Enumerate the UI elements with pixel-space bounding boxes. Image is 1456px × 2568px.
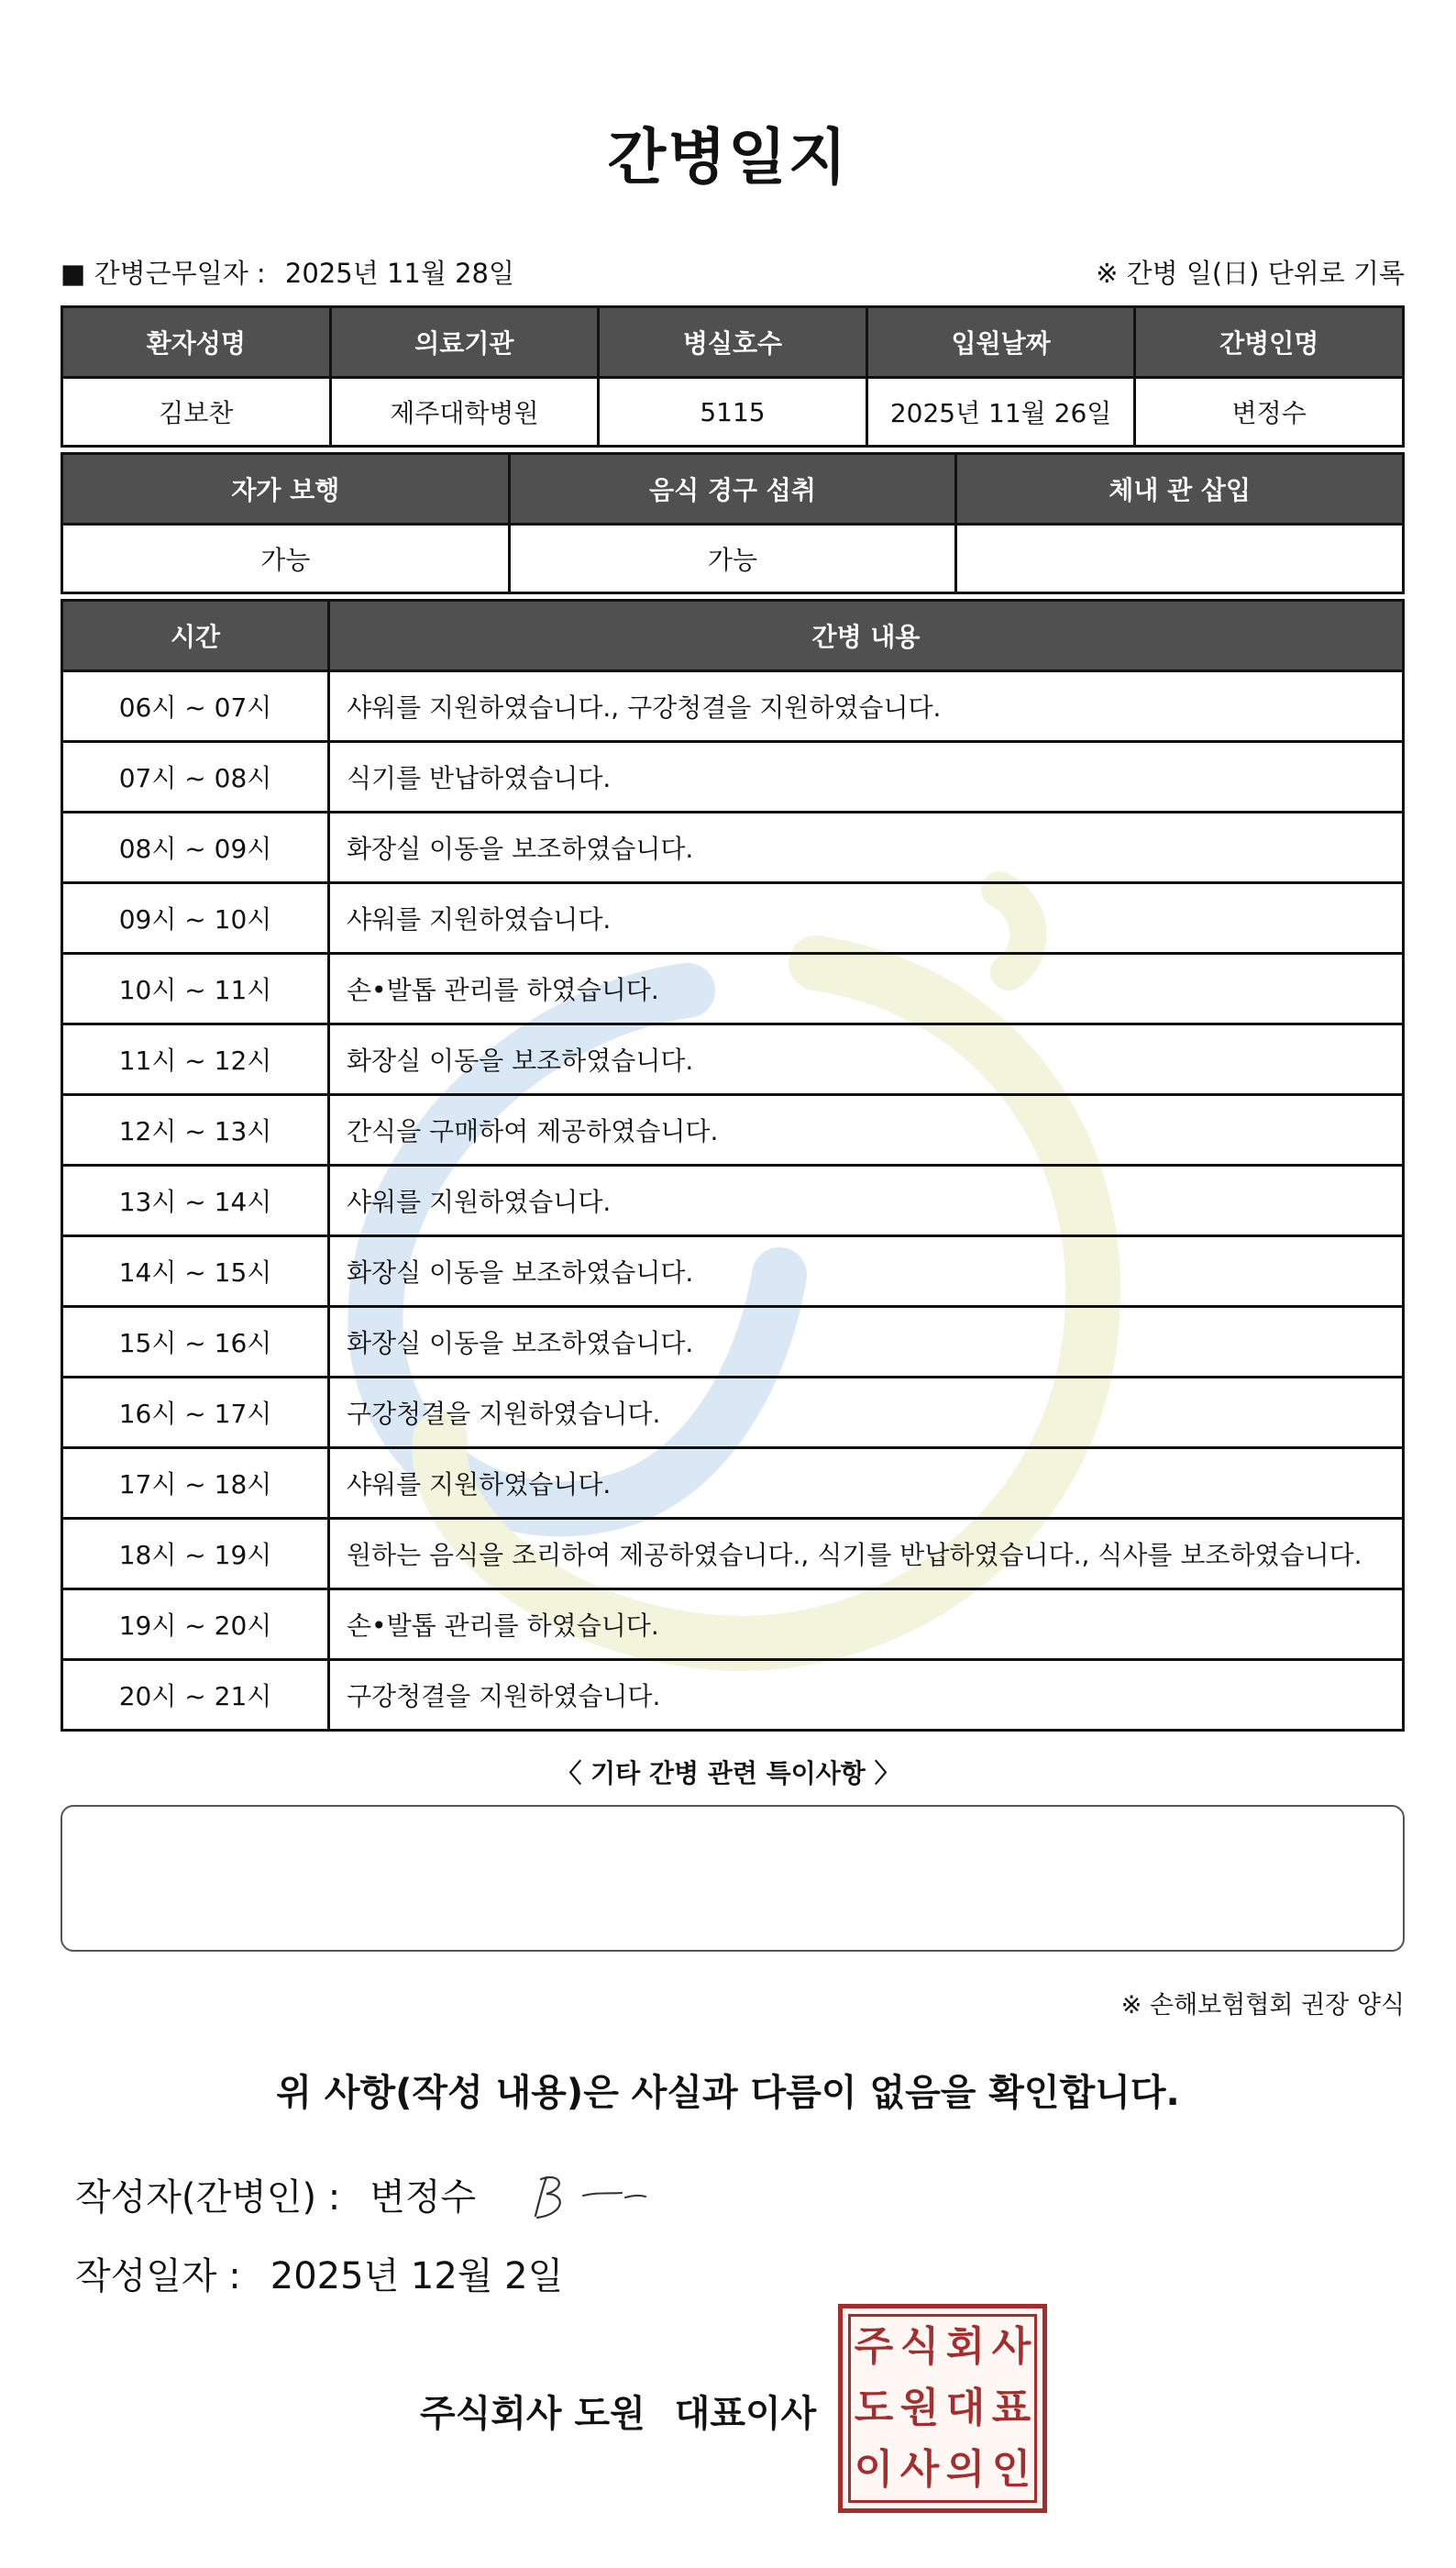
writer-label: 작성자(간병인) :: [75, 2176, 341, 2219]
care-log-content: 손•발톱 관리를 하였습니다.: [329, 1589, 1404, 1660]
care-log-row: [62, 671, 1404, 742]
header-oral-intake: 음식 경구 섭취: [509, 454, 956, 525]
record-unit-note: ※ 간병 일(日) 단위로 기록: [1096, 258, 1405, 289]
care-log-time: 12시 ~ 13시: [62, 1095, 329, 1166]
care-log-row: [62, 1519, 1404, 1589]
caregiver-name: 변정수: [1135, 378, 1404, 447]
header-hospital: 의료기관: [330, 307, 599, 378]
care-log-table: [61, 599, 1405, 1732]
patient-info-table: [61, 305, 1405, 448]
care-log-row: [62, 1589, 1404, 1660]
seal-char: 원: [899, 2384, 940, 2431]
care-log-row: [62, 742, 1404, 813]
care-log-time: 13시 ~ 14시: [62, 1166, 329, 1236]
seal-char: 표: [991, 2384, 1031, 2431]
seal-char: 주: [854, 2323, 894, 2371]
written-date-value: 2025년 12월 2일: [270, 2255, 564, 2297]
care-log-row: [62, 1236, 1404, 1307]
header-patient-name: 환자성명: [62, 307, 331, 378]
care-log-time: 14시 ~ 15시: [62, 1236, 329, 1307]
writer-line: [75, 2168, 476, 2220]
seal-char: 대: [945, 2384, 986, 2431]
care-log-row: [62, 1660, 1404, 1731]
patient-name: 김보찬: [62, 378, 331, 447]
oral-intake-value: 가능: [509, 525, 956, 593]
care-log-row: [62, 813, 1404, 883]
care-log-header-row: [62, 601, 1404, 671]
care-log-content: 식기를 반납하였습니다.: [329, 742, 1404, 813]
seal-char: 사: [991, 2323, 1031, 2371]
written-date-line: [75, 2247, 563, 2299]
care-log-content: 화장실 이동을 보조하였습니다.: [329, 813, 1404, 883]
care-log-row: [62, 1024, 1404, 1095]
care-log-time: 06시 ~ 07시: [62, 671, 329, 742]
care-log-content: 샤워를 지원하였습니다.: [329, 1166, 1404, 1236]
seal-char: 회: [945, 2323, 986, 2371]
patient-status-table: [61, 452, 1405, 594]
special-notes-box: [61, 1805, 1405, 1952]
company-seal-stamp: [838, 2304, 1047, 2513]
care-log-row: [62, 1095, 1404, 1166]
self-walking-value: 가능: [62, 525, 510, 593]
confirmation-statement: 위 사항(작성 내용)은 사실과 다름이 없음을 확인합니다.: [276, 2072, 1180, 2114]
header-time: 시간: [62, 601, 329, 671]
company-name: 주식회사 도원: [420, 2393, 645, 2435]
care-log-row: [62, 1166, 1404, 1236]
care-log-time: 17시 ~ 18시: [62, 1448, 329, 1519]
care-log-row: [62, 954, 1404, 1024]
header-care-content: 간병 내용: [329, 601, 1404, 671]
header-caregiver-name: 간병인명: [1135, 307, 1404, 378]
status-header-row: [62, 454, 1404, 525]
care-log-time: 19시 ~ 20시: [62, 1589, 329, 1660]
page-title: 간병일지: [607, 122, 849, 193]
care-log-content: 화장실 이동을 보조하였습니다.: [329, 1024, 1404, 1095]
care-log-content: 화장실 이동을 보조하였습니다.: [329, 1307, 1404, 1378]
hospital: 제주대학병원: [330, 378, 599, 447]
care-log-time: 08시 ~ 09시: [62, 813, 329, 883]
seal-char: 인: [991, 2445, 1031, 2493]
seal-char: 사: [899, 2445, 940, 2493]
recommended-form-note: ※ 손해보험협회 권장 양식: [1120, 1991, 1405, 2020]
header-room-number: 병실호수: [599, 307, 867, 378]
handwritten-signature: [530, 2170, 649, 2225]
work-date-value: 2025년 11월 28일: [284, 258, 515, 289]
care-log-time: 07시 ~ 08시: [62, 742, 329, 813]
written-date-label: 작성일자 :: [75, 2255, 241, 2297]
care-log-content: 구강청결을 지원하였습니다.: [329, 1378, 1404, 1448]
company-line: [420, 2385, 816, 2437]
care-log-content: 간식을 구매하여 제공하였습니다.: [329, 1095, 1404, 1166]
work-date-label: ■ 간병근무일자 :: [61, 258, 266, 289]
care-log-time: 11시 ~ 12시: [62, 1024, 329, 1095]
care-log-content: 화장실 이동을 보조하였습니다.: [329, 1236, 1404, 1307]
room-number: 5115: [599, 378, 867, 447]
care-log-time: 09시 ~ 10시: [62, 883, 329, 954]
header-admission-date: 입원날짜: [866, 307, 1135, 378]
seal-char: 이: [854, 2445, 894, 2493]
status-value-row: [62, 525, 1404, 593]
header-tube-insertion: 체내 관 삽입: [956, 454, 1404, 525]
seal-char: 도: [854, 2384, 894, 2431]
admission-date: 2025년 11월 26일: [866, 378, 1135, 447]
care-log-content: 구강청결을 지원하였습니다.: [329, 1660, 1404, 1731]
notes-heading: 〈 기타 간병 관련 특이사항 〉: [556, 1758, 900, 1788]
patient-info-header-row: [62, 307, 1404, 378]
care-log-row: [62, 1307, 1404, 1378]
work-date: [61, 253, 514, 291]
writer-name: 변정수: [370, 2176, 477, 2219]
care-log-time: 16시 ~ 17시: [62, 1378, 329, 1448]
representative-title: 대표이사: [674, 2393, 817, 2435]
care-log-time: 15시 ~ 16시: [62, 1307, 329, 1378]
seal-char: 식: [899, 2323, 940, 2371]
seal-char: 의: [945, 2445, 986, 2493]
care-log-row: [62, 1378, 1404, 1448]
care-log-row: [62, 1448, 1404, 1519]
seal-characters: [848, 2314, 1037, 2503]
care-log-content: 원하는 음식을 조리하여 제공하였습니다., 식기를 반납하였습니다., 식사를 보조하였습니다.: [329, 1519, 1404, 1589]
care-log-content: 손•발톱 관리를 하였습니다.: [329, 954, 1404, 1024]
care-log-body: [62, 671, 1404, 1731]
care-log-content: 샤워를 지원하였습니다., 구강청결을 지원하였습니다.: [329, 671, 1404, 742]
care-log-time: 10시 ~ 11시: [62, 954, 329, 1024]
care-log-row: [62, 883, 1404, 954]
header-self-walking: 자가 보행: [62, 454, 510, 525]
care-log-time: 18시 ~ 19시: [62, 1519, 329, 1589]
care-log-content: 샤워를 지원하였습니다.: [329, 1448, 1404, 1519]
care-log-time: 20시 ~ 21시: [62, 1660, 329, 1731]
care-log-content: 샤워를 지원하였습니다.: [329, 883, 1404, 954]
tube-insertion-value: [956, 525, 1404, 593]
patient-info-value-row: [62, 378, 1404, 447]
